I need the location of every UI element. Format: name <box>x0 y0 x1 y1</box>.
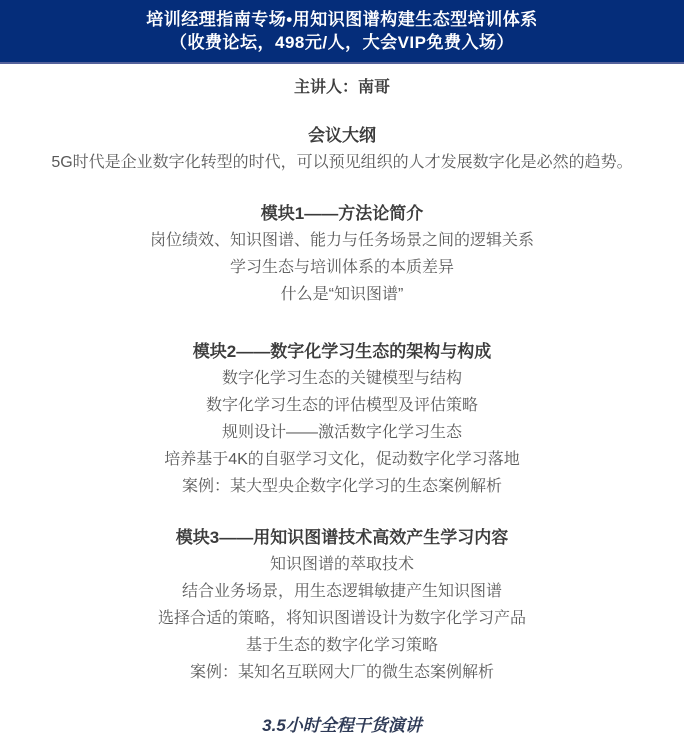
module-section-3 <box>0 524 684 686</box>
agenda-intro: 5G时代是企业数字化转型的时代，可以预见组织的人才发展数字化是必然的趋势。 <box>51 154 633 171</box>
module-2-item: 数字化学习生态的评估模型及评估策略 <box>205 397 478 414</box>
module-1-title: 模块1——方法论简介 <box>260 204 424 223</box>
module-1-item: 学习生态与培训体系的本质差异 <box>229 259 454 276</box>
module-3-item: 案例：某知名互联网大厂的微生态案例解析 <box>189 664 494 681</box>
module-2-item: 数字化学习生态的关键模型与结构 <box>221 370 462 387</box>
banner-title-line2: （收费论坛，498元/人，大会VIP免费入场） <box>170 33 514 52</box>
module-2-title: 模块2——数字化学习生态的架构与构成 <box>192 342 492 361</box>
module-1-item: 什么是“知识图谱” <box>280 286 404 303</box>
speaker-line: 主讲人：南哥 <box>293 79 390 96</box>
module-section-1 <box>0 200 684 308</box>
agenda-heading: 会议大纲 <box>308 126 376 145</box>
module-2-item: 案例：某大型央企数字化学习的生态案例解析 <box>181 478 502 495</box>
module-3-title: 模块3——用知识图谱技术高效产生学习内容 <box>175 528 509 547</box>
module-section-2 <box>0 338 684 500</box>
module-3-item: 结合业务场景，用生态逻辑敏捷产生知识图谱 <box>181 583 502 600</box>
module-3-item: 基于生态的数字化学习策略 <box>245 637 438 654</box>
module-1-item: 岗位绩效、知识图谱、能力与任务场景之间的逻辑关系 <box>149 232 534 249</box>
header-banner <box>0 0 684 64</box>
closing-line: 3.5小时全程干货演讲 <box>262 716 422 735</box>
module-2-item: 培养基于4K的自驱学习文化，促动数字化学习落地 <box>164 451 520 468</box>
module-3-item: 知识图谱的萃取技术 <box>269 556 414 573</box>
banner-title-line1: 培训经理指南专场•用知识图谱构建生态型培训体系 <box>146 10 538 29</box>
module-2-item: 规则设计——激活数字化学习生态 <box>221 424 462 441</box>
module-3-item: 选择合适的策略，将知识图谱设计为数字化学习产品 <box>157 610 526 627</box>
